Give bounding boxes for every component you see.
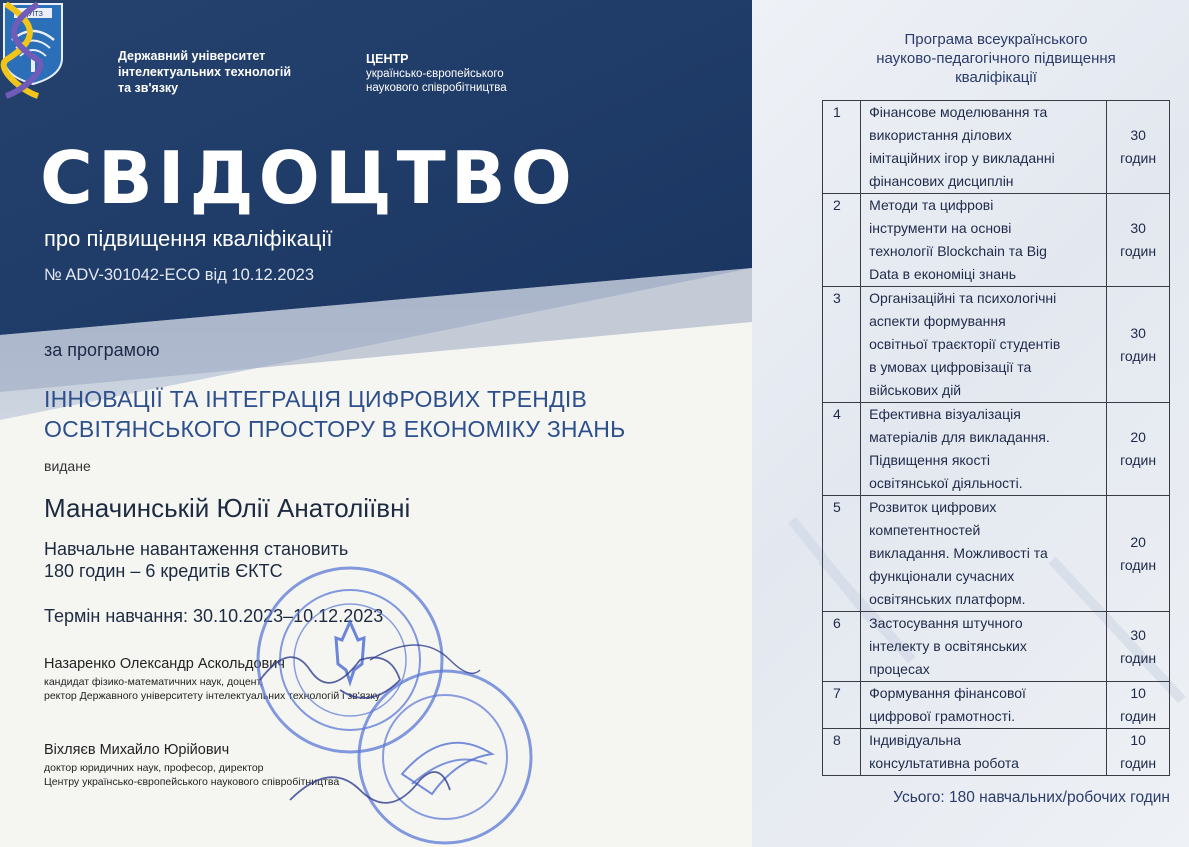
centre-helix-logo: [0, 0, 44, 100]
total-hours: Усього: 180 навчальних/робочих годин: [893, 789, 1170, 806]
module-number: 1: [823, 101, 861, 194]
module-title: [861, 403, 1107, 496]
module-title: [861, 729, 1107, 776]
module-number: 3: [823, 287, 861, 403]
signatory-director-name: Віхляєв Михайло Юрійович: [44, 742, 230, 758]
module-number: 6: [823, 612, 861, 682]
module-hours-unit: годин: [1120, 708, 1157, 724]
signatory-rector-name: Назаренко Олександр Аскольдович: [44, 656, 285, 672]
module-title-line: функціонали сучасних: [869, 568, 1015, 584]
study-term: Термін навчання: 30.10.2023–10.12.2023: [44, 606, 384, 626]
module-hours-value: 10: [1130, 732, 1146, 748]
module-hours: [1107, 403, 1170, 496]
module-title: [861, 287, 1107, 403]
module-hours: [1107, 194, 1170, 287]
module-title-line: освітянської діяльності.: [869, 475, 1023, 491]
recipient-name: Маначинській Юлії Анатоліївні: [44, 493, 411, 523]
module-title-line: Методи та цифрові: [869, 197, 994, 213]
table-row: [823, 729, 1170, 776]
module-hours-value: 20: [1130, 429, 1146, 445]
certificate-number: № ADV-301042-ECO від 10.12.2023: [44, 266, 315, 284]
module-title-line: освітянських платформ.: [869, 591, 1026, 607]
module-hours: [1107, 287, 1170, 403]
program-modules-table: [822, 100, 1170, 776]
table-row: [823, 287, 1170, 403]
module-title-line: викладання. Можливості та: [869, 545, 1048, 561]
module-hours: [1107, 729, 1170, 776]
module-title: [861, 194, 1107, 287]
module-title-line: Data в економіці знань: [869, 266, 1017, 282]
module-hours-value: 30: [1130, 220, 1146, 236]
module-title-line: консультативна робота: [869, 755, 1019, 771]
module-title-line: імітаційних ігор у викладанні: [869, 150, 1055, 166]
module-title-line: Фінансове моделювання та: [869, 104, 1048, 120]
module-title-line: освітньої траєкторії студентів: [869, 336, 1061, 352]
table-row: [823, 194, 1170, 287]
module-title-line: Організаційні та психологічні: [869, 290, 1057, 306]
module-title-line: Індивідуальна: [869, 732, 962, 748]
module-hours-unit: годин: [1120, 649, 1157, 666]
module-hours-value: 30: [1130, 127, 1146, 143]
module-hours: [1107, 612, 1170, 682]
module-title-line: Підвищення якості: [869, 452, 990, 468]
module-hours-value: 30: [1130, 324, 1146, 341]
module-hours-value: 30: [1130, 626, 1146, 643]
university-name: Державний університет інтелектуальних технологій та зв'язку: [118, 49, 292, 95]
centre-name: ЦЕНТР українсько-європейського наукового співробітництва: [366, 52, 507, 94]
certificate-subtitle: про підвищення кваліфікації: [44, 226, 333, 251]
module-hours: [1107, 682, 1170, 729]
module-title: [861, 101, 1107, 194]
module-hours: [1107, 496, 1170, 612]
module-title: [861, 682, 1107, 729]
module-title-line: в умовах цифровізації та: [869, 359, 1032, 375]
issued-label: видане: [44, 458, 91, 474]
module-number: 5: [823, 496, 861, 612]
module-title-line: цифрової грамотності.: [869, 708, 1016, 724]
module-number: 8: [823, 729, 861, 776]
module-title-line: інструменти на основі: [869, 220, 1012, 236]
module-hours-unit: годин: [1120, 755, 1157, 771]
module-title-line: військових дій: [869, 382, 962, 398]
module-title-line: технології Blockchain та Big: [869, 243, 1047, 259]
module-number: 7: [823, 682, 861, 729]
module-hours-value: 20: [1130, 533, 1146, 550]
module-title-line: матеріалів для викладання.: [869, 429, 1050, 445]
module-title-line: Ефективна візуалізація: [869, 406, 1021, 422]
module-hours-value: 10: [1130, 685, 1146, 701]
svg-text:ДУІТЗ: ДУІТЗ: [23, 11, 43, 18]
table-row: [823, 612, 1170, 682]
module-title-line: використання ділових: [869, 127, 1012, 143]
module-hours-unit: годин: [1120, 556, 1157, 573]
module-number: 2: [823, 194, 861, 287]
table-row: [823, 403, 1170, 496]
handwritten-signatures: [250, 620, 490, 840]
signatory-rector-position: кандидат фізико-математичних наук, доцент, ректор Державного університету інтелектуальних технологій і зв'язку: [44, 676, 381, 702]
module-title-line: компетентностей: [869, 522, 981, 538]
module-title: [861, 496, 1107, 612]
module-hours: [1107, 101, 1170, 194]
module-number: 4: [823, 403, 861, 496]
module-title-line: Застосування штучного: [869, 615, 1023, 631]
certificate-title: СВІДОЦТВО: [40, 136, 577, 220]
signatory-director-position: доктор юридичних наук, професор, директор Центру українсько-європейського наукового співробітництва: [44, 762, 340, 788]
table-row: [823, 101, 1170, 194]
module-title-line: аспекти формування: [869, 313, 1006, 329]
study-load: Навчальне навантаження становить 180 годин – 6 кредитів ЄКТС: [44, 539, 349, 581]
program-table-heading: Програма всеукраїнського науково-педагогічного підвищення кваліфікації: [876, 31, 1116, 86]
module-title-line: процесах: [869, 661, 930, 677]
module-hours-unit: годин: [1120, 452, 1157, 468]
program-title: ІННОВАЦІЇ ТА ІНТЕГРАЦІЯ ЦИФРОВИХ ТРЕНДІВ ОСВІТЯНСЬКОГО ПРОСТОРУ В ЕКОНОМІКУ ЗНАНЬ: [44, 386, 626, 442]
module-title-line: Формування фінансової: [869, 685, 1026, 701]
module-title-line: Розвиток цифрових: [869, 499, 997, 515]
module-title-line: фінансових дисциплін: [869, 173, 1014, 189]
module-title-line: інтелекту в освітянських: [869, 638, 1027, 654]
module-title: [861, 612, 1107, 682]
table-row: [823, 496, 1170, 612]
module-hours-unit: годин: [1120, 347, 1157, 364]
module-hours-unit: годин: [1120, 243, 1157, 259]
program-label: за програмою: [44, 340, 160, 360]
module-hours-unit: годин: [1120, 150, 1157, 166]
table-row: [823, 682, 1170, 729]
